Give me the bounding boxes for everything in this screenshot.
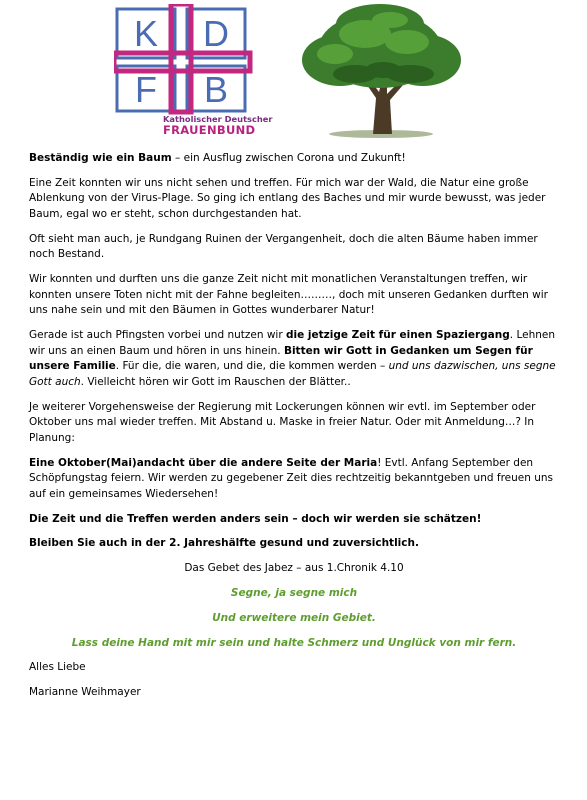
- letter-subtitle: – ein Ausflug zwischen Corona und Zukunft!: [171, 152, 406, 164]
- org-name-line1: Katholischer Deutscher: [163, 114, 273, 124]
- paragraph-pentecost: [29, 328, 559, 390]
- letter-body: [29, 151, 559, 710]
- logo-letter-d: D: [203, 13, 229, 54]
- letter-header: [0, 0, 587, 142]
- devotion-bold: Eine Oktober(Mai)andacht über die andere Seite der Maria: [29, 456, 378, 469]
- logo-letter-f: F: [135, 69, 157, 110]
- paragraph-ruins: Oft sieht man auch, je Rundgang Ruinen der Vergangenheit, doch die alten Bäume haben immer noch Bestand.: [29, 232, 538, 261]
- prayer-line-2: Und erweitere mein Gebiet.: [212, 611, 376, 624]
- signature-name: Marianne Weihmayer: [29, 686, 141, 699]
- pentecost-text-c: . Lehnen wir uns an einen Baum und hören in uns hinein.: [29, 329, 555, 357]
- pentecost-bold-walk: die jetzige Zeit für einen Spaziergang: [286, 329, 510, 342]
- logo-letter-b: B: [203, 69, 229, 110]
- logo-letter-k: K: [133, 13, 159, 54]
- pentecost-italic: und uns dazwischen, uns segne Gott auch: [29, 360, 556, 388]
- letter-title-paragraph: [29, 151, 559, 167]
- pentecost-bold-blessing: Bitten wir Gott in Gedanken um Segen für unsere Familie: [29, 344, 533, 373]
- pentecost-text-g: . Vielleicht hören wir Gott im Rauschen der Blätter..: [80, 375, 351, 388]
- prayer-title: Das Gebet des Jabez – aus 1.Chronik 4.10: [184, 562, 404, 575]
- paragraph-plans: Je weiterer Vorgehensweise der Regierung mit Lockerungen können wir evtl. im September oder Oktober uns mal wieder treffen. Mit Abstand u. Maske in freier Natur. Oder mit Anmeldung…? In Planung:: [29, 400, 536, 444]
- org-name-line2: FRAUENBUND: [163, 123, 256, 137]
- letter-title: Beständig wie ein Baum: [29, 152, 172, 164]
- closing-greeting: Alles Liebe: [29, 661, 86, 674]
- pentecost-text-e: . Für die, die waren, und die, die kommen werden –: [115, 360, 389, 373]
- prayer-line-1: Segne, ja segne mich: [230, 586, 358, 599]
- paragraph-forest: Eine Zeit konnten wir uns nicht sehen und treffen. Für mich war der Wald, die Natur eine große Ablenkung von der Virus-Plage. So ging ich entlang des Baches und mir wurde bewusst, was jeder Baum, egal wo er steht, schon durchgestanden hat.: [29, 176, 546, 220]
- paragraph-meetings: Wir konnten und durften uns die ganze Zeit nicht mit monatlichen Veranstaltungen treffen, wir konnten unsere Toten nicht mit der Fahne begleiten………, doch mit unseren Gedanken durften wir uns nahe sein und mit den Bäumen in Gottes wunderbarer Natur!: [29, 273, 548, 317]
- paragraph-appreciate: Die Zeit und die Treffen werden anders sein – doch wir werden sie schätzen!: [29, 512, 482, 525]
- paragraph-devotion: [29, 456, 559, 503]
- paragraph-stay-healthy: Bleiben Sie auch in der 2. Jahreshälfte gesund und zuversichtlich.: [29, 537, 419, 550]
- prayer-line-3: Lass deine Hand mit mir sein und halte Schmerz und Unglück von mir fern.: [71, 636, 517, 649]
- devotion-rest: ! Evtl. Anfang September den Schöpfungstag feiern. Wir werden zu gegebener Zeit dies rechtzeitig bekanntgeben und freuen uns auf ein gemeinsames Wiedersehen!: [29, 456, 554, 500]
- pentecost-text-a: Gerade ist auch Pfingsten vorbei und nutzen wir: [29, 329, 287, 342]
- tree-icon: [295, 2, 465, 140]
